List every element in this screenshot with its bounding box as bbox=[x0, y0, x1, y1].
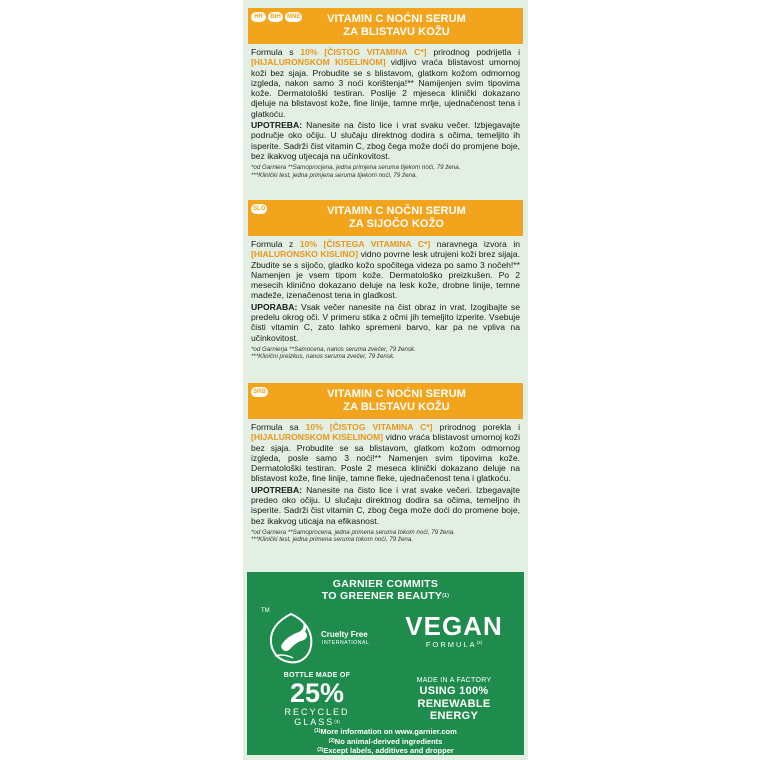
panel-notes bbox=[247, 725, 524, 756]
usage-label: UPORABA: bbox=[251, 301, 298, 312]
note-1 bbox=[247, 727, 524, 737]
factory-line4: ENERGY bbox=[429, 710, 479, 722]
section-title bbox=[248, 205, 523, 231]
note-text: No animal-derived ingredients bbox=[334, 736, 443, 746]
footnotes bbox=[248, 344, 523, 361]
title-line2: ZA BLISTAVU KOŽU bbox=[343, 26, 450, 38]
section-hr bbox=[248, 8, 523, 179]
vegan-badge bbox=[389, 612, 519, 649]
section-body bbox=[248, 44, 523, 161]
commit-line2-wrap bbox=[247, 590, 524, 602]
vegan-sup: (2) bbox=[476, 640, 483, 645]
language-flags bbox=[251, 387, 268, 397]
section-title bbox=[248, 388, 523, 414]
renewable-energy-badge bbox=[387, 676, 521, 723]
leaping-bunny-icon bbox=[265, 610, 317, 666]
cruelty-free-title: Cruelty Free bbox=[321, 630, 368, 639]
title-line2: ZA SIJOČO KOŽO bbox=[348, 218, 445, 230]
bottle-line4-wrap bbox=[255, 717, 379, 727]
bottle-percent: 25% bbox=[289, 678, 345, 708]
section-header bbox=[248, 8, 523, 44]
note-text: Except labels, additives and dropper bbox=[323, 746, 454, 756]
desc-text: Formula z bbox=[251, 239, 300, 249]
section-body bbox=[248, 419, 523, 526]
usage-label: UPOTREBA: bbox=[251, 484, 303, 495]
desc-text: vidno povrne lesk utrujeni koži brez sijaja. Zbudite se s sijočo, gladko kožo spočitega videza po samo 3 nočeh!** Namenjen je vsem tipom kože. Dermatološko preizkušen. Po 2 mesecih klinično dokazano deluje na lesk kože, drobne linije, temne madeže, izenačenost tena in gladkost. bbox=[251, 249, 520, 301]
commit-sup: (1) bbox=[442, 593, 450, 599]
flag-hr: HR bbox=[251, 12, 266, 22]
bottle-sup: (3) bbox=[334, 719, 340, 724]
desc-text: naravnega izvora in bbox=[430, 239, 521, 249]
section-header bbox=[248, 383, 523, 419]
note-sup: (1) bbox=[314, 728, 321, 734]
section-header bbox=[248, 200, 523, 236]
bottle-line1: BOTTLE MADE OF bbox=[283, 672, 351, 679]
usage-label: UPOTREBA: bbox=[251, 120, 303, 131]
flag-bih: BIH bbox=[268, 12, 283, 22]
commit-line2: TO GREENER BEAUTY bbox=[321, 590, 443, 602]
commit-line1: GARNIER COMMITS bbox=[332, 578, 439, 590]
highlight-vitamin-c: 10% [ČISTOG VITAMINA C*] bbox=[300, 47, 427, 57]
language-flags bbox=[251, 12, 302, 22]
note-sup: (2) bbox=[328, 737, 335, 744]
footnote: ***Klinički test, jedna primjena seruma tijekom noći, 79 žena. bbox=[251, 171, 418, 179]
commit-heading bbox=[247, 572, 524, 602]
highlight-hyaluronic: [HIJALURONSKOM KISELINOM] bbox=[251, 432, 384, 443]
title-line1: VITAMIN C NOĆNI SERUM bbox=[327, 388, 466, 400]
note-text: More information on www.garnier.com bbox=[320, 727, 457, 736]
note-2 bbox=[247, 737, 524, 747]
section-body bbox=[248, 236, 523, 343]
highlight-vitamin-c: 10% [ČISTEGA VITAMINA C*] bbox=[299, 239, 431, 249]
highlight-vitamin-c: 10% [ČISTOG VITAMINA C*] bbox=[305, 422, 433, 432]
footnote: *od Garnierja **Samocena, nanos seruma zvečer, 79 žensk. bbox=[251, 345, 416, 353]
recycled-glass-badge bbox=[255, 672, 379, 727]
factory-line2: USING 100% bbox=[419, 685, 489, 697]
usage-text: Nanesite na čisto lice i vrat svake večeri. Izbegavajte predeo oko očiju. U slučaju direktnog dodira sa očima, temeljno ih isperite. Sadrži čist vitamin C, zbog čega može doći do promene boje, bez ikakvog uticaja na efikasnost. bbox=[251, 484, 520, 526]
desc-text: Formula sa bbox=[251, 422, 306, 432]
product-label bbox=[243, 0, 528, 760]
badges bbox=[247, 602, 524, 725]
flag-mne: MNE bbox=[287, 14, 301, 20]
vegan-formula: FORMULA bbox=[425, 640, 477, 649]
bottle-line3: RECYCLED bbox=[284, 707, 350, 717]
trademark: TM bbox=[261, 608, 270, 614]
footnote: ***Klinični preizkus, nanos seruma zvečer, 79 žensk. bbox=[251, 353, 395, 361]
highlight-hyaluronic: [HIJALURONSKOM KISELINOM] bbox=[251, 57, 386, 68]
cruelty-free-subtitle: INTERNATIONAL bbox=[322, 640, 370, 646]
usage bbox=[251, 120, 520, 161]
vegan-formula-line bbox=[389, 640, 519, 649]
highlight-hyaluronic: [HIALURONSKO KISLINO] bbox=[251, 249, 359, 260]
green-beauty-panel bbox=[247, 572, 524, 755]
language-flags bbox=[251, 204, 267, 214]
desc-text: vidljivo vraća blistavost umornoj koži bez sjaja. Probudite se s blistavom, glatkom kožom odmornog izgleda, nakon samo 3 noći korištenja!** Namijenjen svim tipovima kože. Dermatološki testiran. Poslije 2 mjeseca klinički dokazano djeluje na blistavost kože, fine linije, tamne mrlje, ujednačenost tena i glatkoću. bbox=[251, 57, 520, 119]
desc-text: prirodnog porekla i bbox=[432, 422, 520, 432]
flag-srb: SRB bbox=[253, 389, 266, 395]
factory-line1: MADE IN A FACTORY bbox=[416, 677, 492, 684]
factory-line3: RENEWABLE bbox=[417, 697, 491, 710]
footnote: ***Klinički test, jedna primena seruma tokom noći, 79 žena. bbox=[251, 536, 413, 544]
cruelty-free-badge bbox=[251, 608, 383, 668]
usage bbox=[251, 485, 520, 526]
desc-text: vidno vraća blistavost umornoj koži bez sjaja. Probudite se sa blistavom, glatkom kožom odmornog izgleda, posle samo 3 noći!** Namenjen svim tipovima kože. Dermatološki testiran. Posle 2 meseca klinički dokazano deluje na blistavost kože, fine linije, tamne fleke, ujednačenost tena i glatkoću. bbox=[251, 432, 520, 484]
desc-text: prirodnog podrijetla i bbox=[426, 47, 520, 57]
title-line1: VITAMIN C NOĆNI SERUM bbox=[327, 13, 466, 25]
footnotes bbox=[248, 527, 523, 544]
note-sup: (3) bbox=[317, 747, 324, 754]
footnote: *od Garniera **Samoprocjena, jedna primjena seruma tijekom noći, 79 žena. bbox=[251, 164, 461, 172]
description bbox=[251, 47, 520, 119]
footnotes bbox=[248, 162, 523, 179]
description bbox=[251, 422, 520, 484]
vegan-word: VEGAN bbox=[405, 611, 503, 641]
flag-slo: SLO bbox=[253, 206, 266, 212]
section-srb bbox=[248, 383, 523, 544]
desc-text: Formula s bbox=[251, 47, 301, 57]
bottle-line4: GLASS bbox=[294, 717, 335, 727]
usage-text: Nanesite na čisto lice i vrat svaku večer. Izbjegavajte područje oko očiju. U slučaju direktnog dodira s očima, temeljito ih isperite. Sadrži čist vitamin C, zbog čega može doći do promjene boje, bez ikakvog utjecaja na učinkovitost. bbox=[251, 120, 520, 161]
footnote: *od Garniera **Samoprocena, jedna primena seruma tokom noći, 79 žena. bbox=[251, 528, 455, 536]
title-line2: ZA BLISTAVU KOŽU bbox=[343, 401, 450, 413]
note-3 bbox=[247, 746, 524, 756]
section-slo bbox=[248, 200, 523, 361]
title-line1: VITAMIN C NOČNI SERUM bbox=[327, 205, 466, 217]
usage-text: Vsak večer nanesite na čist obraz in vrat. Izogibajte se predelu okrog oči. V primeru stika z očmi jih temeljito izperite. Vsebuje čisti vitamin C, zato lahko spremeni barvo, kar pa ne vpliva na učinkovitost. bbox=[251, 301, 520, 343]
description bbox=[251, 239, 520, 301]
usage bbox=[251, 302, 520, 343]
